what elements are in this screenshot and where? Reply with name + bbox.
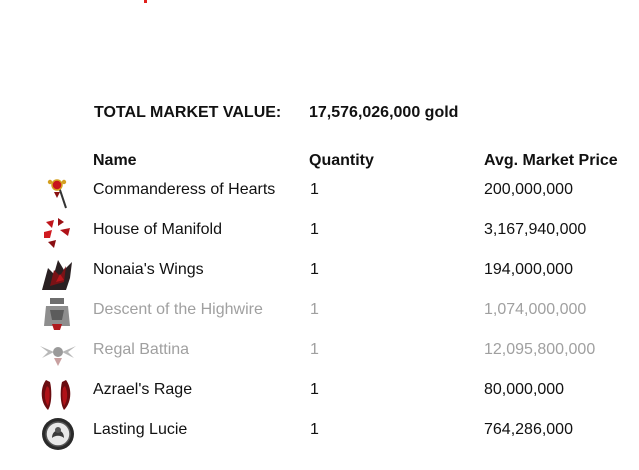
item-quantity: 1 [310, 381, 319, 398]
item-price: 764,286,000 [484, 421, 573, 438]
item-quantity: 1 [310, 421, 319, 438]
table-row [0, 213, 639, 253]
item-quantity: 1 [310, 181, 319, 198]
item-quantity: 1 [310, 301, 319, 318]
regal-battina-icon [38, 336, 80, 372]
item-price: 12,095,800,000 [484, 341, 596, 358]
item-price: 200,000,000 [484, 181, 573, 198]
table-row [0, 253, 639, 293]
item-quantity: 1 [310, 341, 319, 358]
column-header-name: Name [93, 152, 137, 169]
item-name: Lasting Lucie [93, 421, 188, 438]
item-name: Nonaia's Wings [93, 261, 204, 278]
total-label: TOTAL MARKET VALUE: [94, 104, 282, 121]
total-value: 17,576,026,000 gold [309, 104, 459, 121]
table-row [0, 293, 639, 333]
table-row [0, 173, 639, 213]
item-quantity: 1 [310, 261, 319, 278]
item-price: 80,000,000 [484, 381, 565, 398]
table-row [0, 333, 639, 373]
commanderess-of-hearts-icon [38, 176, 80, 212]
item-name: House of Manifold [93, 221, 222, 238]
item-name: Descent of the Highwire [93, 301, 263, 318]
item-price: 194,000,000 [484, 261, 573, 278]
decorative-dot [144, 0, 147, 3]
nonaias-wings-icon [38, 256, 80, 292]
item-name: Regal Battina [93, 341, 190, 358]
descent-of-the-highwire-icon [38, 296, 80, 332]
item-name: Azrael's Rage [93, 381, 193, 398]
item-quantity: 1 [310, 221, 319, 238]
lasting-lucie-icon [38, 416, 80, 452]
total-market-value [94, 104, 458, 122]
table-row [0, 413, 639, 453]
table-row [0, 373, 639, 413]
column-header-price: Avg. Market Price [484, 152, 618, 169]
column-header-quantity: Quantity [309, 152, 374, 169]
item-name: Commanderess of Hearts [93, 181, 276, 198]
item-price: 3,167,940,000 [484, 221, 587, 238]
azraels-rage-icon [38, 376, 80, 412]
item-price: 1,074,000,000 [484, 301, 587, 318]
house-of-manifold-icon [38, 216, 80, 252]
